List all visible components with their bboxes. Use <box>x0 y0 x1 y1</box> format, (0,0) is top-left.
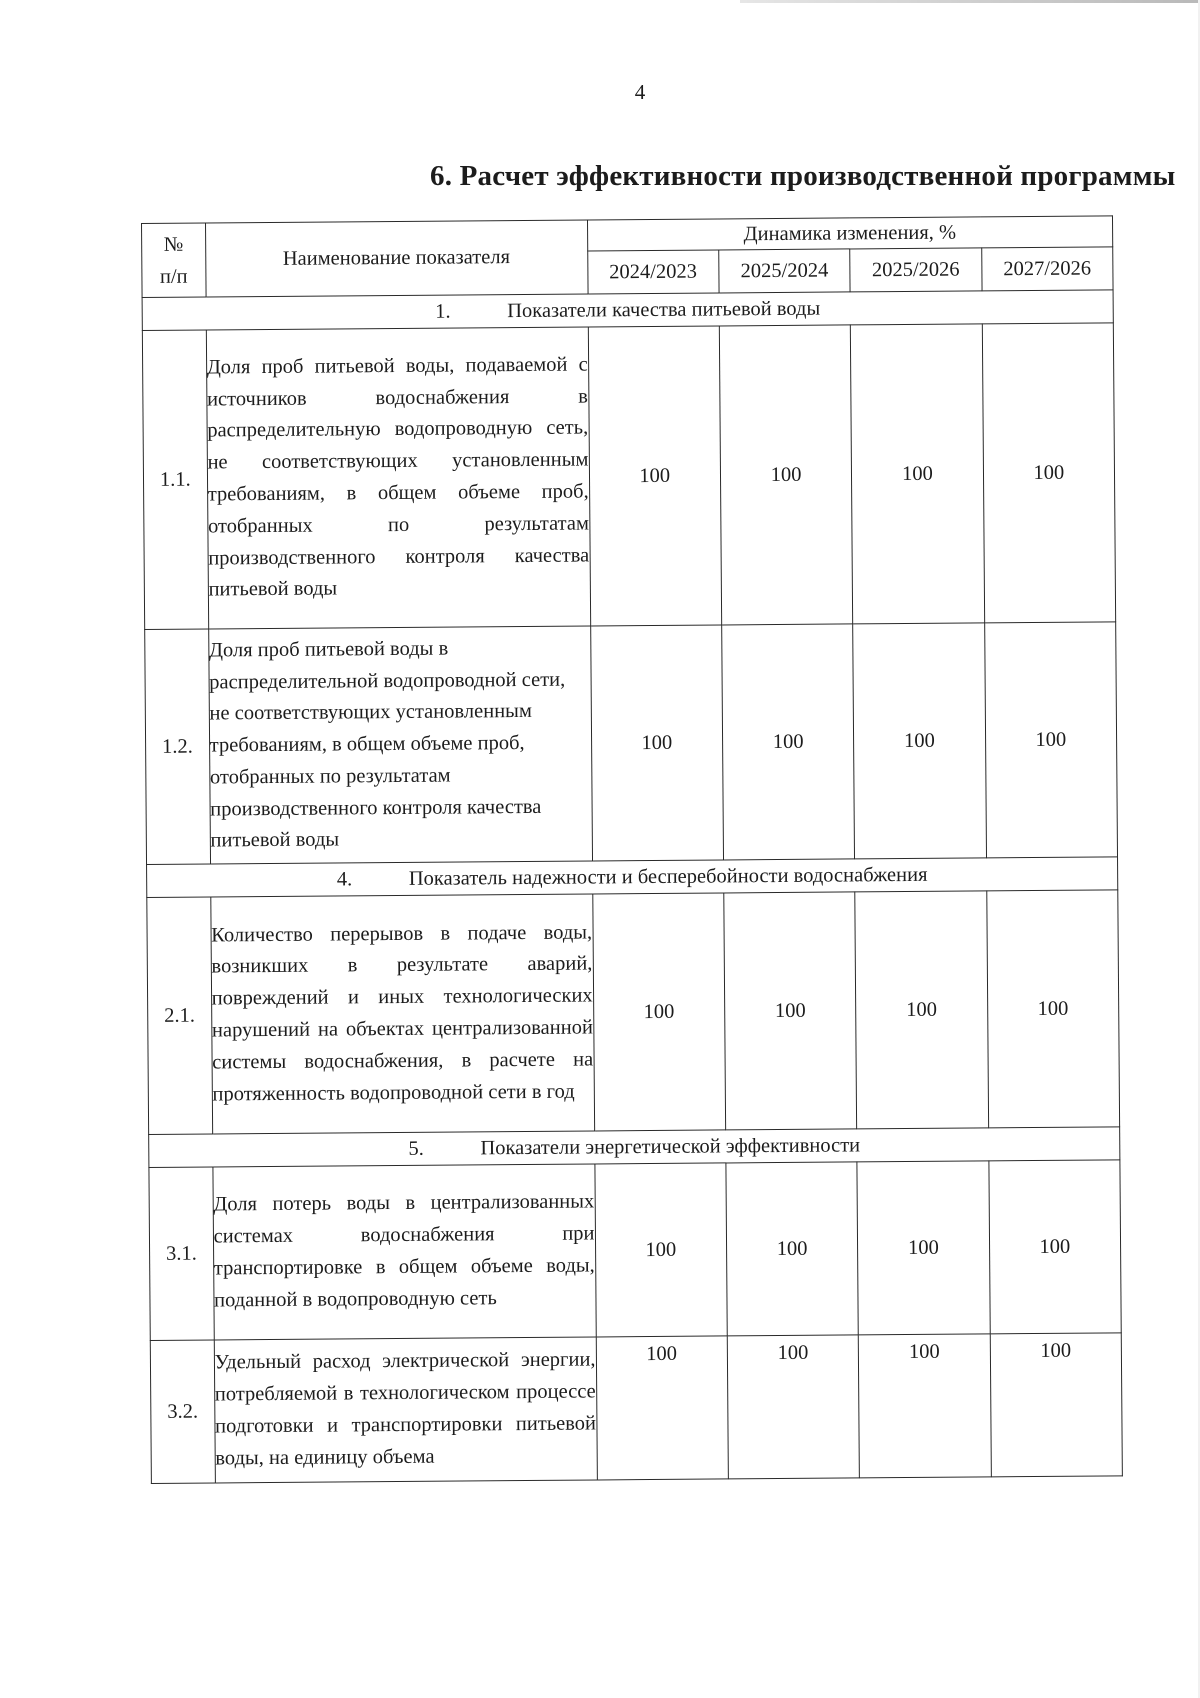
row-number: 1.2. <box>145 629 210 864</box>
section-title: Показатели энергетической эффективности <box>480 1133 861 1159</box>
row-value: 100 <box>857 1161 990 1335</box>
row-value: 100 <box>724 892 857 1130</box>
row-value: 100 <box>588 326 722 626</box>
section-number: 1. <box>435 300 451 323</box>
table-row <box>149 1160 1121 1341</box>
document-title: 6. Расчет эффективности производственной программы <box>430 160 1176 192</box>
row-number: 3.1. <box>149 1167 214 1340</box>
row-value: 100 <box>727 1335 859 1479</box>
scan-edge-shadow <box>740 0 1200 3</box>
row-value: 100 <box>988 1160 1121 1334</box>
table-row <box>142 323 1115 630</box>
section-title: Показатель надежности и бесперебойности водоснабжения <box>408 863 928 890</box>
table-row <box>150 1333 1122 1484</box>
section-number: 4. <box>336 867 353 890</box>
row-value: 100 <box>592 893 725 1131</box>
row-number: 3.2. <box>150 1340 215 1483</box>
row-value: 100 <box>726 1162 859 1336</box>
header-no-line2: п/п <box>159 265 188 288</box>
row-indicator-name: Количество перерывов в подаче воды, возникших в результате аварий, повреждений и иных технологических нарушений на объектах централизованной системы водоснабжения, в расчете на протяженность водопроводной сети в год <box>210 894 594 1134</box>
row-number: 1.1. <box>142 330 208 629</box>
table-row <box>145 622 1118 865</box>
row-value: 100 <box>596 1336 728 1480</box>
header-year-4: 2027/2026 <box>981 247 1113 291</box>
row-value: 100 <box>982 323 1116 623</box>
row-value: 100 <box>590 625 723 861</box>
header-no-line1: № <box>163 233 184 256</box>
row-number: 2.1. <box>147 897 213 1134</box>
row-value: 100 <box>722 624 855 860</box>
header-year-3: 2025/2026 <box>850 248 982 292</box>
row-indicator-name: Удельный расход электрической энергии, потребляемой в технологическом процессе подготовки и транспортировки питьевой воды, на единицу объема <box>214 1337 597 1483</box>
row-value: 100 <box>990 1333 1123 1477</box>
header-dynamics: Динамика изменения, % <box>587 216 1113 251</box>
row-value: 100 <box>853 623 986 859</box>
page-number: 4 <box>634 80 646 104</box>
row-value: 100 <box>986 890 1119 1128</box>
section-title: Показатели качества питьевой воды <box>507 297 821 322</box>
header-year-1: 2024/2023 <box>587 250 719 294</box>
header-year-2: 2025/2024 <box>719 249 851 293</box>
row-indicator-name: Доля проб питьевой воды в распределительной водопроводной сети, не соответствующих установленным требованиям, в общем объеме проб, отобранных по результатам производственного контроля качества питьевой воды <box>208 626 592 864</box>
header-no-cell <box>142 223 206 297</box>
table-row <box>147 890 1120 1135</box>
row-value: 100 <box>855 891 988 1129</box>
row-value: 100 <box>851 324 985 624</box>
section-number: 5. <box>408 1137 424 1160</box>
row-indicator-name: Доля проб питьевой воды, подаваемой с источников водоснабжения в распределительную водопроводную сеть, не соответствующих установленным требованиям, в общем объеме проб, отобранных по результатам производственного контроля качества питьевой воды <box>206 327 590 629</box>
row-value: 100 <box>984 622 1117 858</box>
row-value: 100 <box>858 1334 990 1478</box>
header-name: Наименование показателя <box>205 220 587 297</box>
efficiency-table <box>141 215 1123 1484</box>
row-value: 100 <box>594 1163 727 1337</box>
row-indicator-name: Доля потерь воды в централизованных системах водоснабжения при транспортировке в общем объеме воды, поданной в водопроводную сеть <box>213 1164 596 1340</box>
row-value: 100 <box>719 325 853 625</box>
